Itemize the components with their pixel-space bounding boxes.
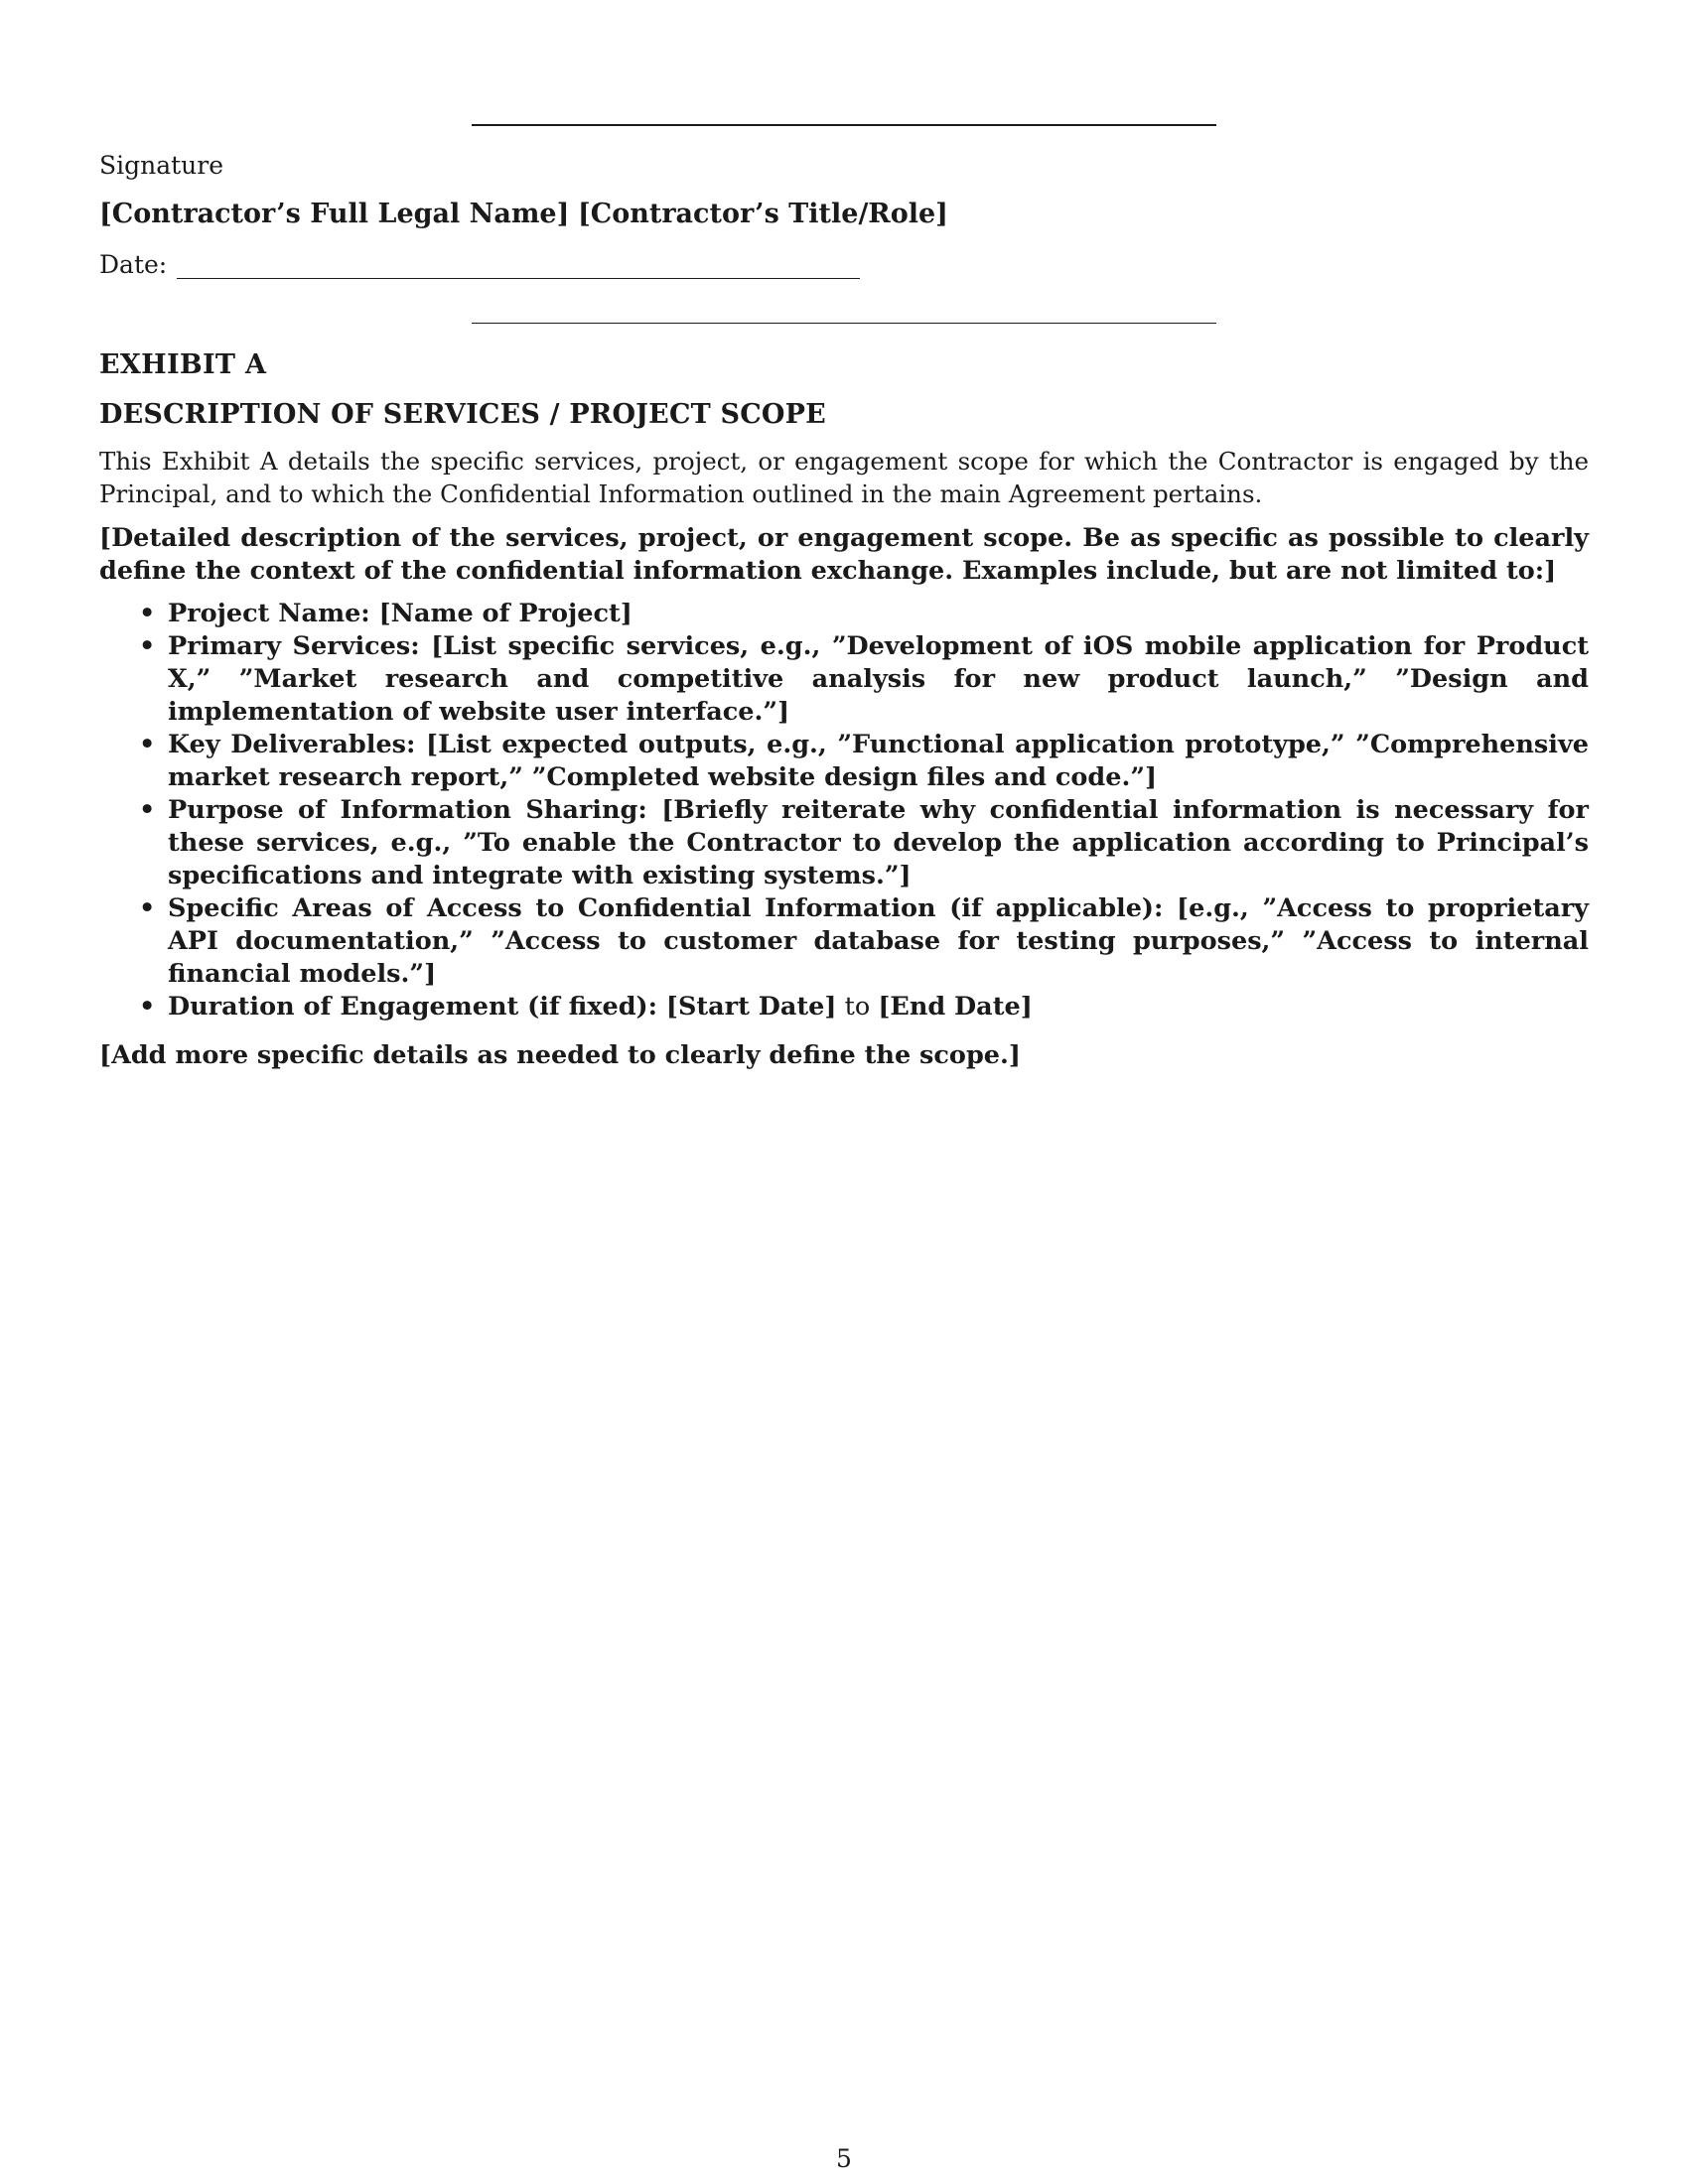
- list-item: [99, 630, 1589, 729]
- contractor-title: [Contractor’s Title/Role]: [577, 199, 948, 229]
- bullet-icon: •: [139, 893, 156, 923]
- duration-end: [End Date]: [878, 992, 1033, 1022]
- exhibit-section: [99, 345, 1589, 1072]
- list-item: [99, 991, 1589, 1024]
- list-item-text: Purpose of Information Sharing: [Briefly reiterate why confidential information is necessary for these services, e.g., ”To enable the Contractor to develop the application according to Principal’s specifications and integrate with existing systems.”]: [168, 795, 1589, 890]
- list-item-text: Project Name: [Name of Project]: [168, 599, 633, 628]
- list-item: [99, 598, 1589, 630]
- date-blank: [177, 252, 860, 279]
- list-item-text: Primary Services: [List specific services, e.g., ”Development of iOS mobile application for Product X,” ”Market research and competitive analysis for new product launch,” ”Design and implementation of website user interface.”]: [168, 631, 1589, 727]
- list-item-text: Specific Areas of Access to Confidential Information (if applicable): [e.g., ”Access to proprietary API documentation,” ”Access to customer database for testing purposes,” ”Access to internal financial models.”]: [168, 893, 1589, 989]
- section-divider: [472, 323, 1216, 324]
- exhibit-subheading: DESCRIPTION OF SERVICES / PROJECT SCOPE: [99, 399, 826, 430]
- detail-instruction: [Detailed description of the services, project, or engagement scope. Be as specific as possible to clearly define the context of the confidential information exchange. Examples include, but are not limited to:]: [99, 523, 1589, 586]
- list-item-text: Key Deliverables: [List expected outputs, e.g., ”Functional application prototype,” ”Comprehensive market research report,” ”Completed website design files and code.”]: [168, 730, 1589, 792]
- date-label: Date:: [99, 250, 168, 279]
- page-number: 5: [836, 2144, 852, 2173]
- list-item: [99, 794, 1589, 892]
- document-page: [99, 0, 1589, 2184]
- signature-rule: [472, 124, 1216, 126]
- duration-connector: to: [844, 992, 871, 1022]
- bullet-icon: •: [139, 599, 156, 628]
- list-item: [99, 729, 1589, 794]
- date-line: [99, 250, 860, 279]
- closing-instruction: [Add more specific details as needed to clearly define the scope.]: [99, 1040, 1021, 1070]
- bullet-icon: •: [139, 631, 156, 661]
- signature-label: Signature: [99, 151, 224, 180]
- bullet-icon: •: [139, 992, 156, 1022]
- bullet-icon: •: [139, 730, 156, 759]
- scope-list: [99, 598, 1589, 1024]
- exhibit-heading: EXHIBIT A: [99, 349, 267, 380]
- bullet-icon: •: [139, 795, 156, 825]
- duration-label: Duration of Engagement (if fixed): [Start Date]: [168, 992, 837, 1022]
- exhibit-intro: This Exhibit A details the specific services, project, or engagement scope for which the Contractor is engaged by the Principal, and to which the Confidential Information outlined in the main Agreement pertains.: [99, 447, 1589, 508]
- list-item: [99, 892, 1589, 991]
- contractor-identity: [99, 199, 948, 229]
- contractor-name: [Contractor’s Full Legal Name]: [99, 199, 570, 229]
